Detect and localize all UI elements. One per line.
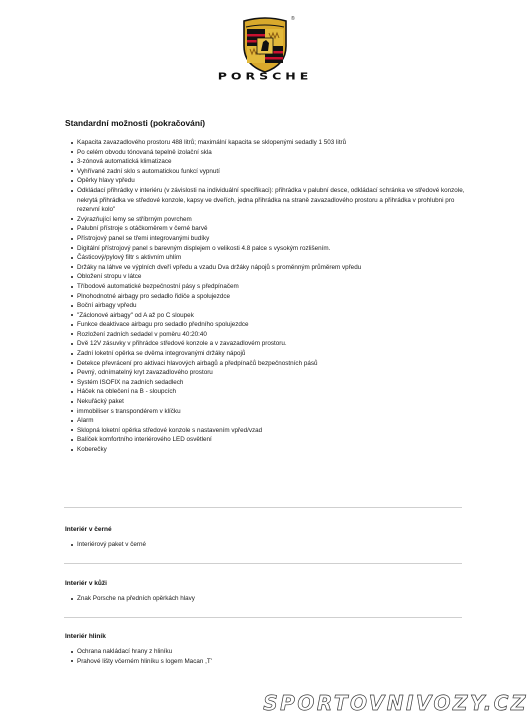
- divider: [64, 507, 462, 508]
- list-item: Háček na oblečení na B - sloupcích: [72, 387, 472, 397]
- list-item: Ochrana nakládací hrany z hliníku: [72, 647, 472, 657]
- list-item: Alarm: [72, 416, 472, 426]
- list-item: Detekce převrácení pro aktivaci hlavových airbagů a předpínačů bezpečnostních pásů: [72, 359, 472, 369]
- section-title-interior-aluminium: Interiér hliník: [65, 633, 106, 640]
- divider: [64, 563, 462, 564]
- section-title-interior-leather: Interiér v kůži: [65, 580, 107, 587]
- list-item: Tříbodové automatické bezpečnostní pásy s předpínačem: [72, 282, 472, 292]
- list-item: 3-zónová automatická klimatizace: [72, 157, 472, 167]
- porsche-crest-icon: [241, 16, 289, 73]
- list-item: Částicový/pylový filtr s aktivním uhlím: [72, 253, 472, 263]
- list-item: Funkce deaktivace airbagu pro sedadlo předního spolujezdce: [72, 320, 472, 330]
- list-item: Digitální přístrojový panel s barevným displejem o velikosti 4.8 palce s vysokým rozlišením.: [72, 244, 472, 254]
- standard-options-list: [72, 138, 472, 455]
- section-title-interior-black: Interiér v černé: [65, 526, 112, 533]
- list-item: Nekuřácký paket: [72, 397, 472, 407]
- list-item: Interiérový paket v černé: [72, 540, 472, 550]
- list-item: Rozložení zadních sedadel v poměru 40:20:40: [72, 330, 472, 340]
- list-item: Odkládací přihrádky v interiéru (v závislosti na individuální specifikaci): přihrádka v palubní desce, odkládací schránka ve středové konzole, nekrytá přihrádka ve středové konzole, kapsy ve dveřích, jedna přihrádka na straně zavazadlového prostoru a přihrádka v prohlubni pro rezervní kolo": [72, 186, 472, 215]
- list-item: Zvýrazňující lemy se stříbrným povrchem: [72, 215, 472, 225]
- interior-aluminium-list: [72, 647, 472, 666]
- list-item: Obložení stropu v látce: [72, 272, 472, 282]
- list-item: Dvě 12V zásuvky v přihrádce středové konzole a v zavazadlovém prostoru.: [72, 339, 472, 349]
- section-title-standard-options: Standardní možnosti (pokračování): [65, 118, 206, 128]
- list-item: Kapacita zavazadlového prostoru 488 litrů; maximální kapacita se sklopenými sedadly 1 503 litrů: [72, 138, 472, 148]
- divider: [64, 617, 462, 618]
- list-item: Opěrky hlavy vpředu: [72, 176, 472, 186]
- list-item: Vyhřívané zadní sklo s automatickou funkcí vypnutí: [72, 167, 472, 177]
- list-item: Pevný, odnímatelný kryt zavazadlového prostoru: [72, 368, 472, 378]
- porsche-logo: [0, 0, 531, 90]
- list-item: Balíček komfortního interiérového LED osvětlení: [72, 435, 472, 445]
- porsche-wordmark: PORSCHE: [217, 70, 313, 82]
- list-item: Plnohodnotné airbagy pro sedadlo řidiče a spolujezdce: [72, 292, 472, 302]
- list-item: Systém ISOFIX na zadních sedadlech: [72, 378, 472, 388]
- list-item: Znak Porsche na předních opěrkách hlavy: [72, 594, 472, 604]
- list-item: Prahové lišty včerném hliníku s logem Macan ,T': [72, 657, 472, 667]
- interior-leather-list: [72, 594, 472, 604]
- list-item: Palubní přístroje s otáčkoměrem v černé barvě: [72, 224, 472, 234]
- list-item: Držáky na láhve ve výplních dveří vpředu a vzadu Dva držáky nápojů s proměnným průměrem vpředu: [72, 263, 472, 273]
- list-item: Boční airbagy vpředu: [72, 301, 472, 311]
- list-item: Po celém obvodu tónovaná tepelně izolační skla: [72, 148, 472, 158]
- list-item: immobiliser s transpondérem v klíčku: [72, 407, 472, 417]
- registered-mark: ®: [291, 16, 295, 22]
- interior-black-list: [72, 540, 472, 550]
- list-item: Sklopná loketní opěrka středové konzole s nastavením vpřed/vzad: [72, 426, 472, 436]
- list-item: Koberečky: [72, 445, 472, 455]
- list-item: Zadní loketní opěrka se dvěma integrovanými držáky nápojů: [72, 349, 472, 359]
- watermark: SPORTOVNIVOZY.CZ: [263, 691, 528, 715]
- list-item: Přístrojový panel se třemi integrovanými budíky: [72, 234, 472, 244]
- list-item: "Záclonové airbagy" od A až po C sloupek: [72, 311, 472, 321]
